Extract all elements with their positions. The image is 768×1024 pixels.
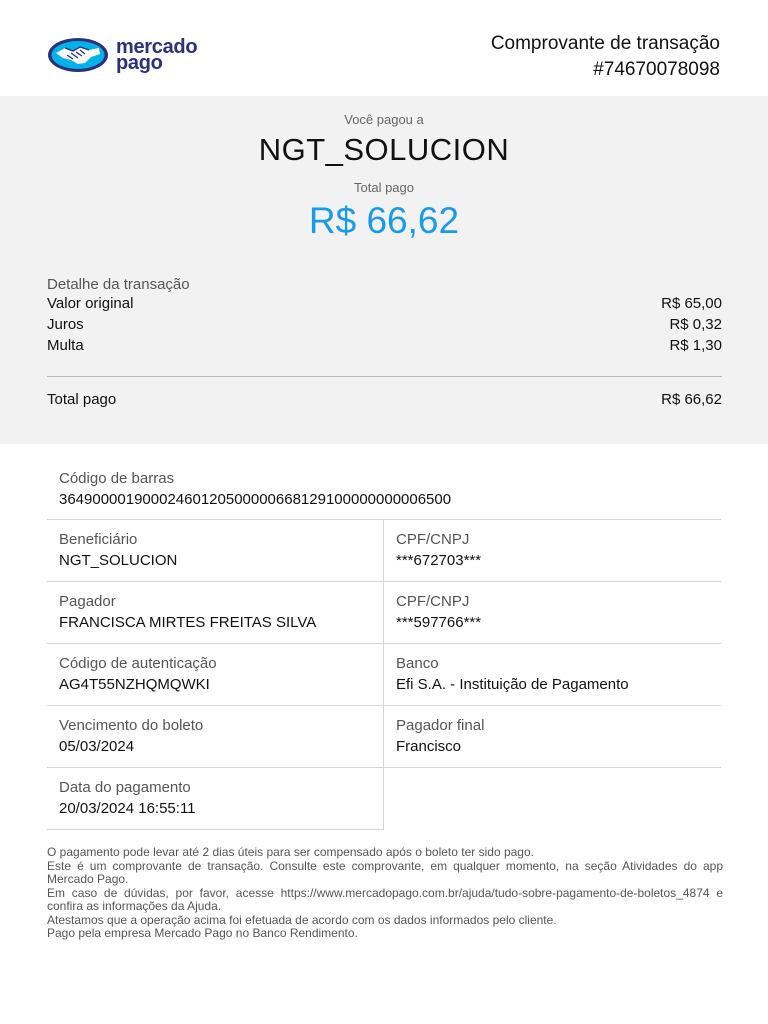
payment-date-label: Data do pagamento bbox=[59, 779, 191, 796]
bank-label: Banco bbox=[396, 655, 439, 672]
bank-value: Efi S.A. - Instituição de Pagamento bbox=[396, 676, 629, 693]
boleto-info-grid bbox=[47, 459, 721, 830]
footer-line: Este é um comprovante de transação. Consulte este comprovante, em qualquer momento, na seção Atividades do app Mercado Pago. bbox=[47, 858, 723, 886]
info-row-due bbox=[47, 706, 721, 768]
receipt-title: Comprovante de transação bbox=[490, 33, 720, 54]
payment-summary bbox=[0, 96, 768, 444]
logo-line-pago: pago bbox=[116, 51, 163, 74]
detail-total-value: R$ 66,62 bbox=[661, 391, 722, 408]
logo-wordmark bbox=[116, 35, 198, 74]
beneficiary-cell bbox=[47, 520, 384, 581]
payment-date-value: 20/03/2024 16:55:11 bbox=[59, 800, 196, 817]
final-payer-cell bbox=[384, 706, 721, 767]
detail-row-fine bbox=[47, 335, 722, 356]
beneficiary-value: NGT_SOLUCION bbox=[59, 552, 178, 569]
detail-total-row bbox=[47, 390, 722, 410]
detail-total-label: Total pago bbox=[47, 391, 117, 408]
total-paid-label: Total pago bbox=[354, 180, 414, 195]
paid-to-label: Você pagou a bbox=[344, 112, 424, 127]
detail-divider bbox=[47, 376, 722, 377]
bank-cell bbox=[384, 644, 721, 705]
payer-document-label: CPF/CNPJ bbox=[396, 593, 470, 610]
auth-code-value: AG4T55NZHQMQWKI bbox=[59, 676, 210, 693]
payer-document-value: ***597766*** bbox=[396, 614, 482, 631]
due-date-cell bbox=[47, 706, 384, 767]
detail-row-interest bbox=[47, 314, 722, 335]
transaction-detail bbox=[47, 276, 722, 410]
auth-code-label: Código de autenticação bbox=[59, 655, 217, 672]
info-row-auth bbox=[47, 644, 721, 706]
beneficiary-document-cell bbox=[384, 520, 721, 581]
detail-row-value: R$ 65,00 bbox=[661, 295, 722, 312]
detail-row-label: Juros bbox=[47, 316, 84, 333]
handshake-icon bbox=[47, 37, 109, 73]
barcode-block bbox=[47, 459, 721, 520]
due-date-label: Vencimento do boleto bbox=[59, 717, 204, 734]
beneficiary-label: Beneficiário bbox=[59, 531, 138, 548]
beneficiary-document-label: CPF/CNPJ bbox=[396, 531, 470, 548]
detail-row-label: Multa bbox=[47, 337, 84, 354]
due-date-value: 05/03/2024 bbox=[59, 738, 135, 755]
transaction-detail-title: Detalhe da transação bbox=[47, 276, 190, 293]
barcode-value: 36490000190002460120500000668129100000000006500 bbox=[59, 491, 452, 508]
receipt-number: #74670078098 bbox=[593, 59, 720, 80]
final-payer-value: Francisco bbox=[396, 738, 462, 755]
info-row-payment-date bbox=[47, 768, 721, 830]
payer-cell bbox=[47, 582, 384, 643]
detail-row-value: R$ 1,30 bbox=[669, 337, 722, 354]
footer-line: Atestamos que a operação acima foi efetuada de acordo com os dados informados pelo cliente. bbox=[47, 912, 557, 927]
barcode-label: Código de barras bbox=[59, 470, 175, 487]
payee-name: NGT_SOLUCION bbox=[258, 132, 510, 167]
footer-notes bbox=[47, 846, 723, 941]
detail-row-label: Valor original bbox=[47, 295, 134, 312]
mercado-pago-logo bbox=[47, 37, 197, 73]
info-row-beneficiary bbox=[47, 520, 721, 582]
payer-document-cell bbox=[384, 582, 721, 643]
payment-date-cell bbox=[47, 768, 384, 830]
empty-cell bbox=[384, 768, 721, 830]
auth-code-cell bbox=[47, 644, 384, 705]
detail-row-original bbox=[47, 293, 722, 314]
logo-line-mercado: mercado bbox=[116, 35, 198, 58]
footer-line: Pago pela empresa Mercado Pago no Banco Rendimento. bbox=[47, 926, 358, 940]
final-payer-label: Pagador final bbox=[396, 717, 485, 734]
payer-label: Pagador bbox=[59, 593, 116, 610]
payer-value: FRANCISCA MIRTES FREITAS SILVA bbox=[59, 614, 317, 631]
footer-line: Em caso de dúvidas, por favor, acesse https://www.mercadopago.com.br/ajuda/tudo-sobre-pagamento-de-boletos_4874 e confira as informações da Ajuda. bbox=[47, 885, 723, 913]
total-paid-amount: R$ 66,62 bbox=[308, 200, 460, 241]
receipt-title-block bbox=[491, 31, 720, 83]
detail-row-value: R$ 0,32 bbox=[669, 316, 722, 333]
receipt-header bbox=[0, 0, 768, 96]
info-row-payer bbox=[47, 582, 721, 644]
footer-line: O pagamento pode levar até 2 dias úteis para ser compensado após o boleto ter sido pago. bbox=[47, 845, 534, 859]
beneficiary-document-value: ***672703*** bbox=[396, 552, 482, 569]
